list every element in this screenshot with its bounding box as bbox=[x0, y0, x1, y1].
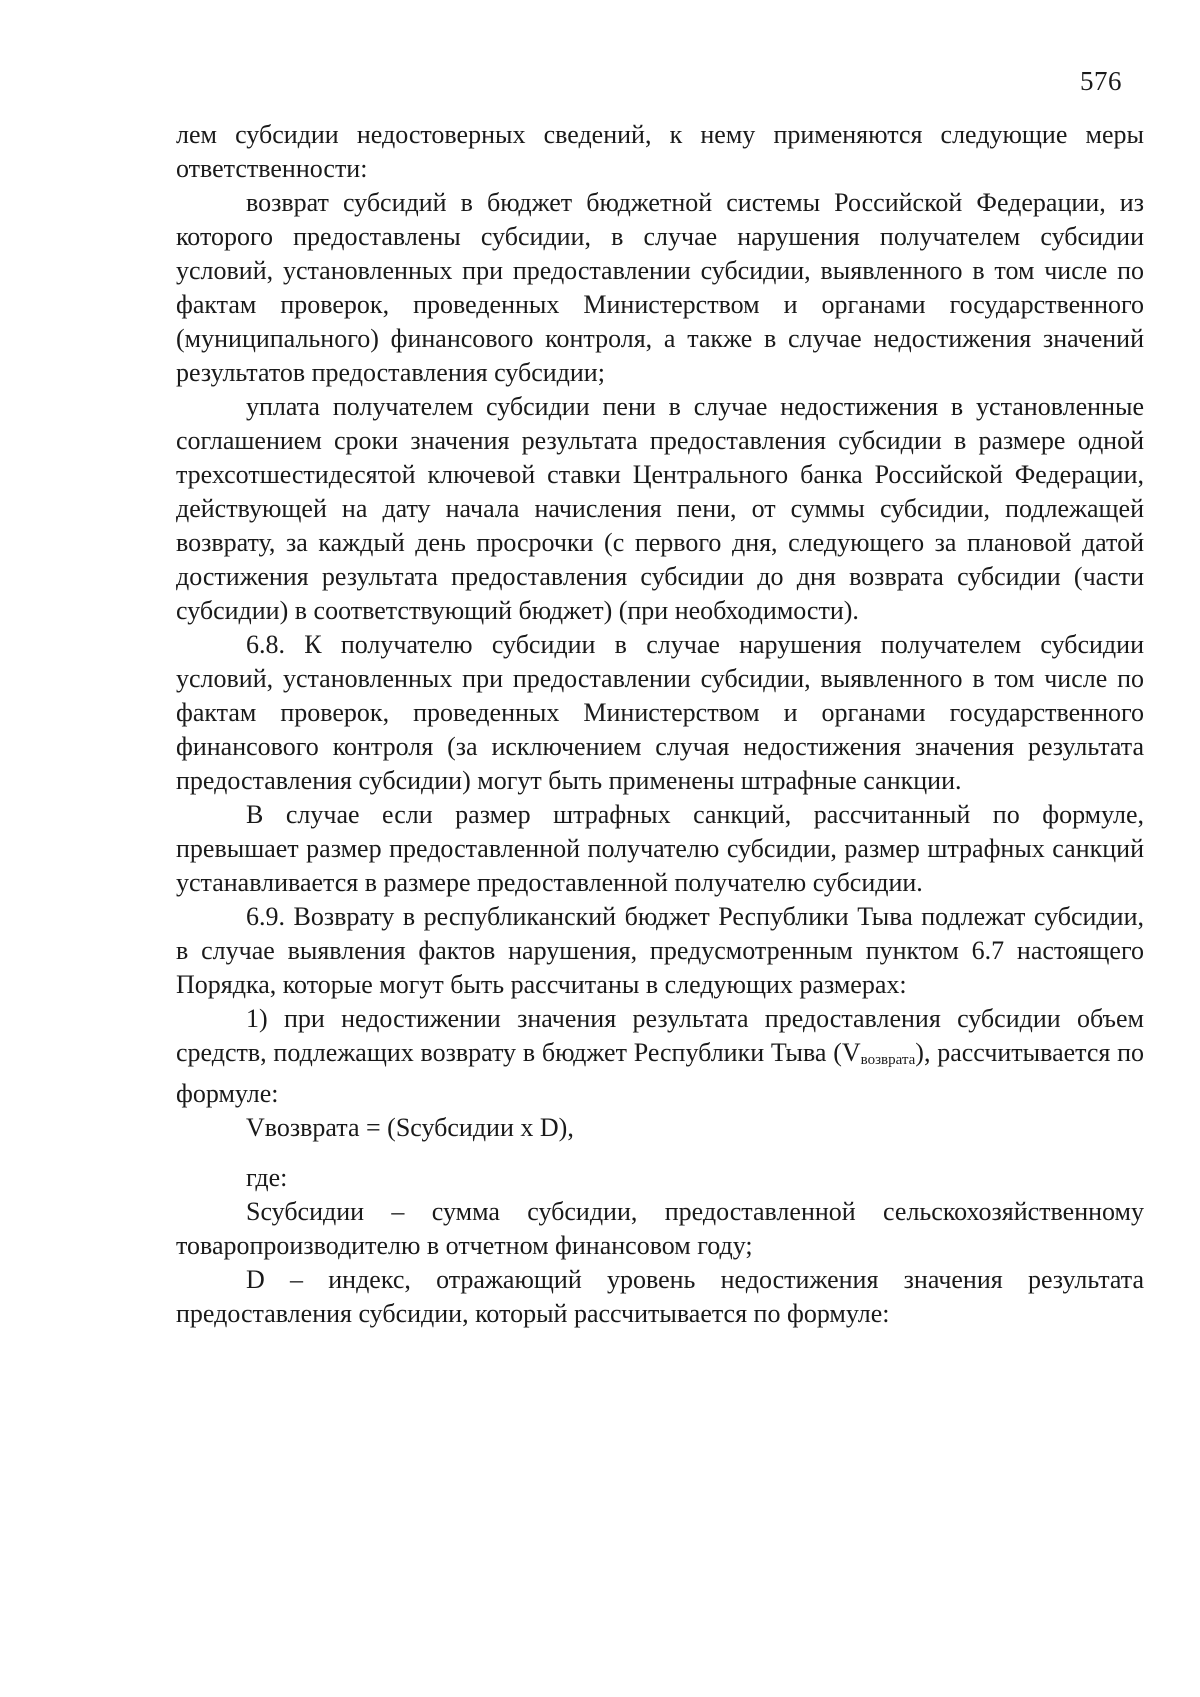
paragraph-continuation: лем субсидии недостоверных сведений, к нему применяются следующие меры ответственности: bbox=[176, 120, 1144, 183]
paragraph-6-9: 6.9. Возврату в республиканский бюджет Республики Тыва подлежат субсидии, в случае выявления фактов нарушения, предусмотренным пунктом 6.7 настоящего Порядка, которые могут быть рассчитаны в следующих размерах: bbox=[176, 902, 1144, 999]
v-return-subscript: возврата bbox=[860, 1052, 916, 1068]
paragraph-penalty-limit: В случае если размер штрафных санкций, рассчитанный по формуле, превышает размер предоставленной получателю субсидии, размер штрафных санкций устанавливается в размере предоставленной получателю субсидии. bbox=[176, 800, 1144, 897]
paragraph-6-8: 6.8. К получателю субсидии в случае нарушения получателем субсидии условий, установленных при предоставлении субсидии, выявленного в том числе по фактам проверок, проведенных Министерством и органами государственного финансового контроля (за исключением случая недостижения значения результата предоставления субсидии) могут быть применены штрафные санкции. bbox=[176, 630, 1144, 795]
paragraph-item-1 bbox=[176, 1002, 1144, 1111]
paragraph-penalty-measure: уплата получателем субсидии пени в случае недостижения в установленные соглашением сроки значения результата предоставления субсидии в размере одной трехсотшестидесятой ключевой ставки Центрального банка Российской Федерации, действующей на дату начала начисления пени, от суммы субсидии, подлежащей возврату, за каждый день просрочки (с первого дня, следующего за плановой датой достижения результата предоставления субсидии до дня возврата субсидии (части субсидии) в соответствующий бюджет) (при необходимости). bbox=[176, 392, 1144, 625]
item-1-text-after: ), рассчитывается по формуле: bbox=[176, 1038, 1145, 1108]
definition-d-index: D – индекс, отражающий уровень недостижения значения результата предоставления субсидии, который рассчитывается по формуле: bbox=[176, 1265, 1144, 1328]
paragraph-refund-measure: возврат субсидий в бюджет бюджетной системы Российской Федерации, из которого предоставлены субсидии, в случае нарушения получателем субсидии условий, установленных при предоставлении субсидии, выявленного в том числе по фактам проверок, проведенных Министерством и органами государственного (муниципального) финансового контроля, а также в случае недостижения значений результатов предоставления субсидии; bbox=[176, 188, 1144, 387]
document-body bbox=[176, 118, 1144, 1331]
item-1-text-before: 1) при недостижении значения результата предоставления субсидии объем средств, подлежащих возврату в бюджет Республики Тыва (V bbox=[176, 1004, 1144, 1067]
definition-s-subsidy: Sсубсидии – сумма субсидии, предоставленной сельскохозяйственному товаропроизводителю в отчетном финансовом году; bbox=[176, 1197, 1144, 1260]
formula-v-return: Vвозврата = (Sсубсидии x D), bbox=[246, 1113, 574, 1142]
page-number: 576 bbox=[1080, 66, 1122, 96]
where-label: где: bbox=[246, 1163, 288, 1192]
